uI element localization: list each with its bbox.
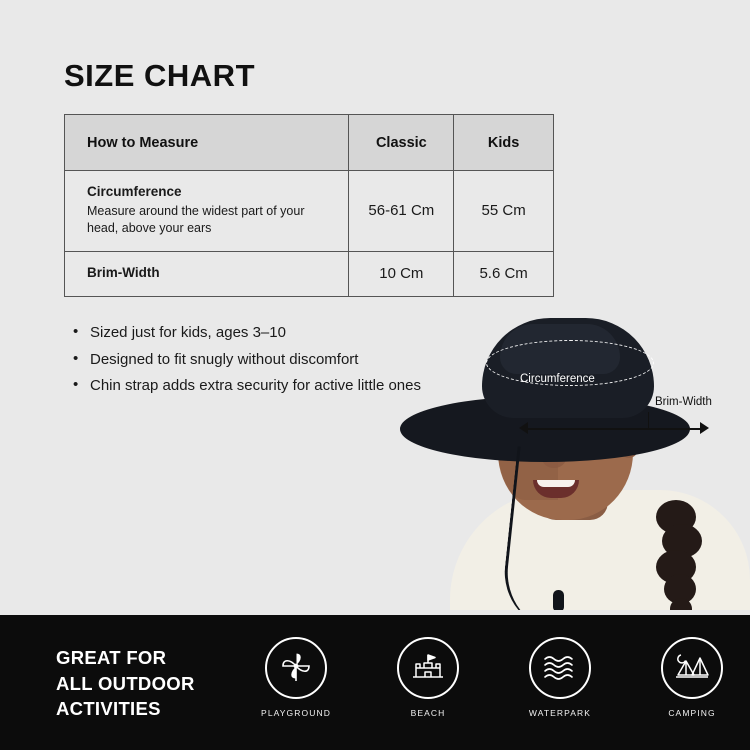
footer-banner [0,615,750,750]
arrow-right-icon [700,422,709,434]
activity-beach [390,637,466,718]
activity-icon-ring [397,637,459,699]
cell-circumference-kids: 55 Cm [454,171,554,252]
column-header-how-to-measure: How to Measure [65,115,349,171]
cell-circumference-classic: 56-61 Cm [349,171,454,252]
sandcastle-icon [409,649,447,688]
activity-label: CAMPING [668,708,716,718]
activity-icon-ring [265,637,327,699]
brim-width-measure-line [527,428,703,430]
tent-icon [673,649,711,688]
cell-brim-width-classic: 10 Cm [349,251,454,296]
list-item: • Chin strap adds extra security for active little ones [70,375,430,398]
activity-playground [258,637,334,718]
column-header-classic: Classic [349,115,454,171]
size-chart-table [64,114,554,297]
feature-bullet-list [70,322,430,402]
term-brim-width: Brim-Width [87,264,160,280]
table-body [65,171,554,297]
product-photo-child-wearing-hat [390,300,750,610]
footer-headline-line: ALL OUTDOOR [56,672,195,694]
activity-label: BEACH [410,708,446,718]
activity-camping [654,637,730,718]
table-header-row [65,115,554,171]
list-item: • Sized just for kids, ages 3–10 [70,322,430,345]
activity-waterpark [522,637,598,718]
waves-icon [541,651,579,686]
table-row [65,171,554,252]
pinwheel-icon [278,648,314,689]
cell-circumference-description [65,171,349,252]
table-header [65,115,554,171]
column-header-kids: Kids [454,115,554,171]
page-title: SIZE CHART [64,58,255,93]
table-row [65,251,554,296]
activity-icon-ring [529,637,591,699]
list-item: • Designed to fit snugly without discomfort [70,349,430,372]
brim-width-label: Brim-Width [655,396,712,408]
cell-brim-width-kids: 5.6 Cm [454,251,554,296]
activity-label: WATERPARK [528,708,592,718]
footer-headline [56,645,195,722]
activity-label: PLAYGROUND [261,708,331,718]
activity-icon-ring [661,637,723,699]
chin-strap-toggle [553,590,564,610]
footer-headline-line: ACTIVITIES [56,698,161,720]
activities-list [258,637,730,718]
description-circumference: Measure around the widest part of your head, above your ears [87,204,305,236]
footer-headline-line: GREAT FOR [56,647,167,668]
term-circumference: Circumference [87,184,182,199]
hair-braid [652,500,708,610]
circumference-label: Circumference [520,373,595,385]
cell-brim-width-description [65,251,349,296]
arrow-left-icon [519,422,528,434]
